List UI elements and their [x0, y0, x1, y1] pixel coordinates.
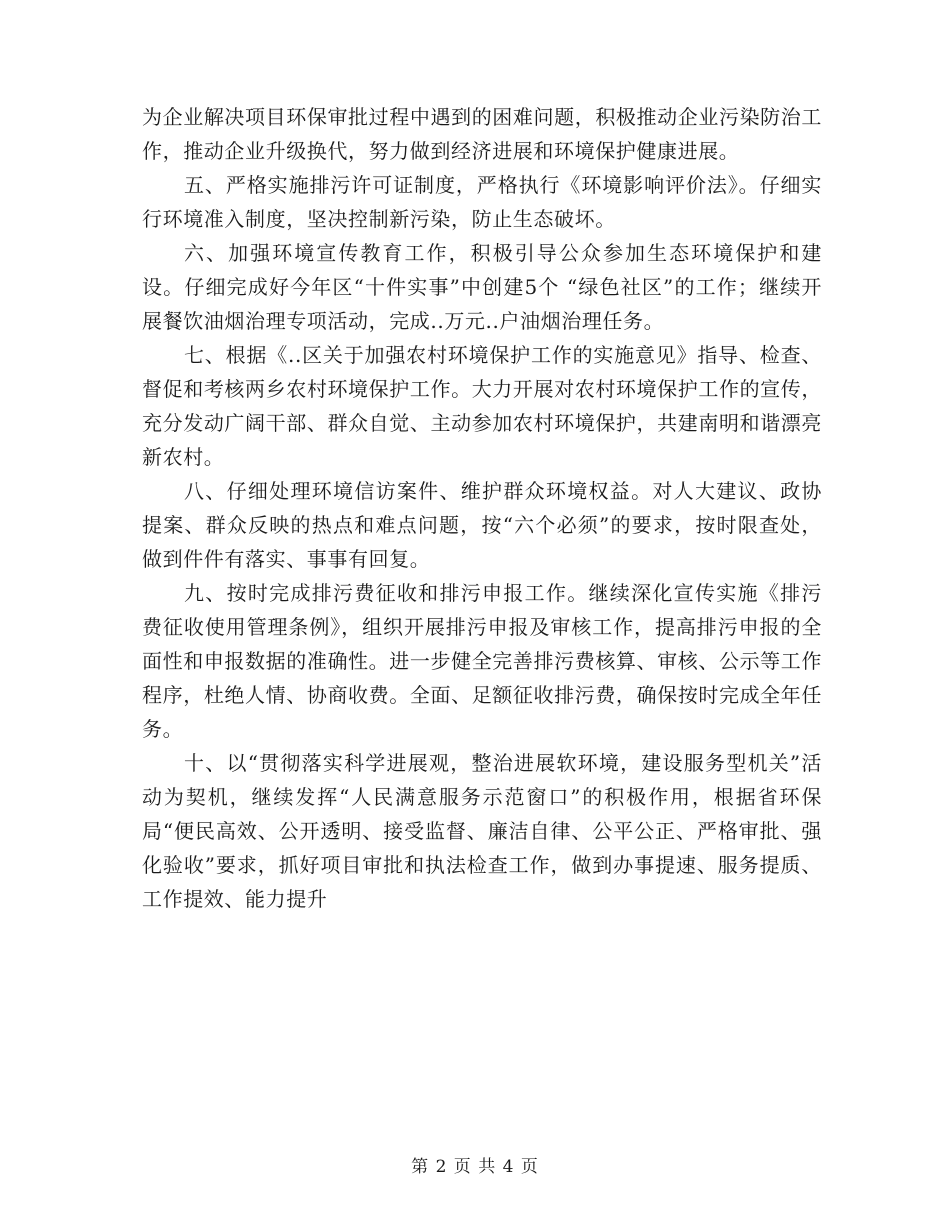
paragraph-item-10: 十、以“贯彻落实科学进展观，整治进展软环境，建设服务型机关”活动为契机，继续发挥“人民满意服务示范窗口”的积极作用，根据省环保局“便民高效、公开透明、接受监督、廉洁自律、公平公正、严格审批、强化验收”要求，抓好项目审批和执法检查工作，做到办事提速、服务提质、工作提效、能力提升: [142, 751, 822, 911]
page-number-footer: 第 2 页 共 4 页: [411, 1157, 539, 1177]
document-body: [142, 100, 822, 916]
paragraph-item-5: 五、严格实施排污许可证制度，严格执行《环境影响评价法》。仔细实行环境准入制度，坚决控制新污染，防止生态破坏。: [142, 173, 822, 231]
paragraph-item-6: 六、加强环境宣传教育工作，积极引导公众参加生态环境保护和建设。仔细完成好今年区“十件实事”中创建5个 “绿色社区”的工作；继续开展餐饮油烟治理专项活动，完成..万元..户油烟治理任务。: [142, 241, 822, 333]
paragraph-item-7: 七、根据《..区关于加强农村环境保护工作的实施意见》指导、检查、督促和考核两乡农村环境保护工作。大力开展对农村环境保护工作的宣传，充分发动广阔干部、群众自觉、主动参加农村环境保护，共建南明和谐漂亮新农村。: [142, 343, 822, 469]
paragraph-continuation: 为企业解决项目环保审批过程中遇到的困难问题，积极推动企业污染防治工作，推动企业升级换代，努力做到经济进展和环境保护健康进展。: [142, 105, 822, 163]
paragraph-item-8: 八、仔细处理环境信访案件、维护群众环境权益。对人大建议、政协提案、群众反映的热点和难点问题，按“六个必须”的要求，按时限查处，做到件件有落实、事事有回复。: [142, 479, 822, 571]
paragraph-item-9: 九、按时完成排污费征收和排污申报工作。继续深化宣传实施《排污费征收使用管理条例》，组织开展排污申报及审核工作，提高排污申报的全面性和申报数据的准确性。进一步健全完善排污费核算、审核、公示等工作程序，杜绝人情、协商收费。全面、足额征收排污费，确保按时完成全年任务。: [142, 581, 822, 741]
